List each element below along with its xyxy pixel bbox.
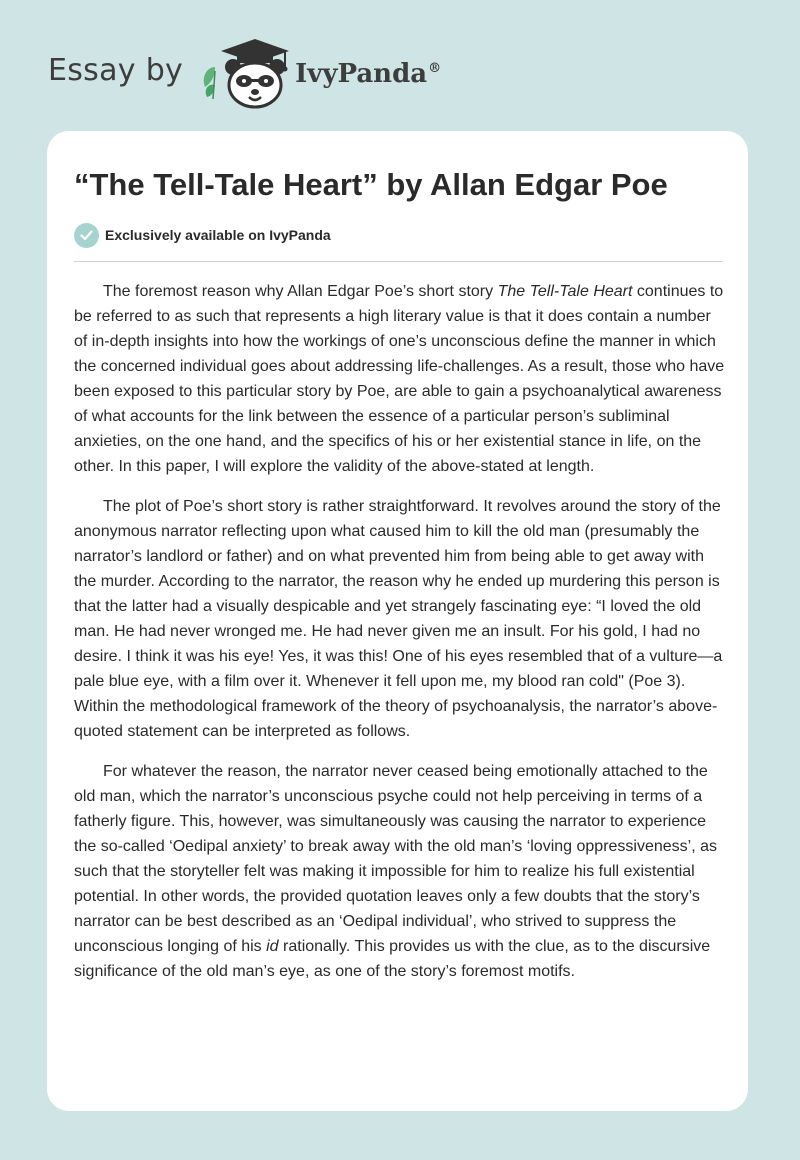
essay-card	[47, 131, 748, 1111]
site-header	[0, 0, 800, 130]
leaf-icon	[204, 67, 215, 99]
essay-title: “The Tell-Tale Heart” by Allan Edgar Poe	[74, 167, 668, 202]
essay-body	[74, 279, 726, 999]
registered-mark: ®	[428, 61, 442, 77]
paragraph-3: For whatever the reason, the narrator never ceased being emotionally attached to the old man, which the narrator’s unconscious psyche could not help perceiving in terms of a fatherly figure. This, however, was simultaneously was causing the narrator to experience the so-called ‘Oedipal anxiety’ to break away with the old man’s ‘loving oppressiveness’, as such that the storyteller felt was making it impossible for him to realize his full existential potential. In other words, the provided quotation leaves only a few doubts that the story’s narrator can be best described as an ‘Oedipal individual’, who strived to suppress the unconscious longing of his id rationally. This provides us with the clue, as to the discursive significance of the old man’s eye, as one of the story’s foremost motifs.	[74, 763, 718, 980]
paragraph-1: The foremost reason why Allan Edgar Poe’s short story The Tell-Tale Heart continues to be referred to as such that represents a high literary value is that it does contain a number of in-depth insights into how the workings of one’s unconscious define the manner in which the concerned individual goes about addressing life-challenges. As a result, those who have been exposed to this particular story by Poe, are able to gain a psychoanalytical awareness of what accounts for the link between the essence of a particular person’s subliminal anxieties, on the one hand, and the specifics of his or her existential stance in life, on the other. In this paper, I will explore the validity of the above-stated at length.	[74, 283, 725, 475]
exclusive-badge	[74, 222, 331, 248]
brand-name: IvyPanda®	[295, 59, 442, 89]
panda-logo-icon	[199, 37, 291, 109]
brand-logo-link[interactable]	[48, 38, 441, 108]
id-italic: id	[266, 938, 279, 955]
brand-prefix: Essay by	[48, 52, 184, 88]
paragraph-2: The plot of Poe’s short story is rather straightforward. It revolves around the story of the anonymous narrator reflecting upon what caused him to kill the old man (presumably the narrator’s landlord or father) and on what prevented him from being able to get away with the murder. According to the narrator, the reason why he ended up murdering this person is that the latter had a visually despicable and yet strangely fascinating eye: “I loved the old man. He had never wronged me. He had never given me an insult. For his gold, I had no desire. I think it was his eye! Yes, it was this! One of his eyes resembled that of a vulture—a pale blue eye, with a film over it. Whenever it fell upon me, my blood ran cold" (Poe 3). Within the methodological framework of the theory of psychoanalysis, the narrator’s above-quoted statement can be interpreted as follows.	[74, 498, 723, 740]
divider	[74, 261, 723, 262]
check-icon	[74, 223, 99, 248]
badge-label: Exclusively available on IvyPanda	[105, 227, 331, 243]
story-title-italic: The Tell-Tale Heart	[497, 283, 633, 300]
